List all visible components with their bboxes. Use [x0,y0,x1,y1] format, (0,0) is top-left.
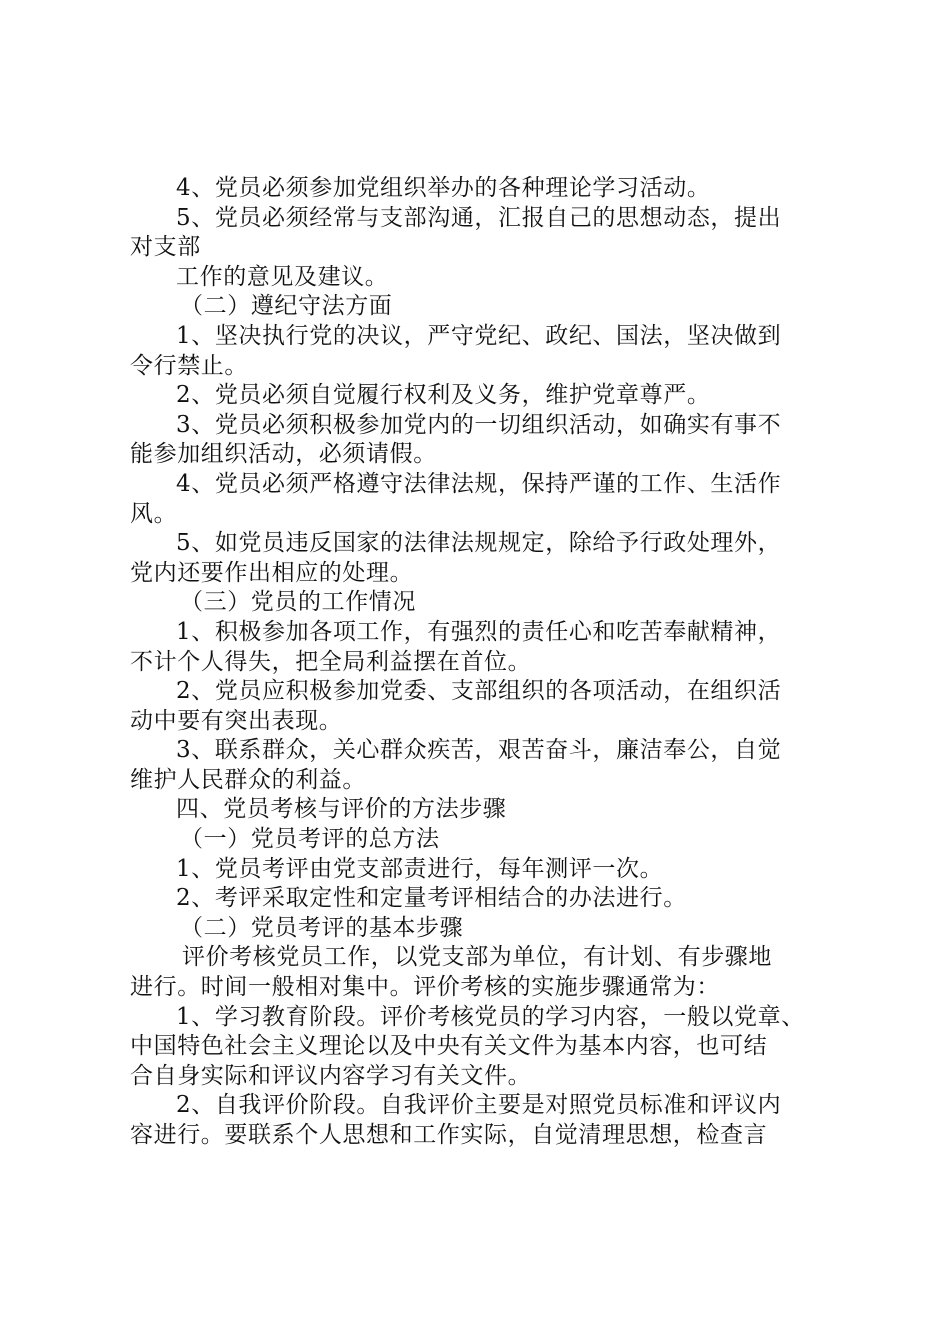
text-line: 4、党员必须参加党组织举办的各种理论学习活动。 [176,175,711,201]
text-line: 2、党员必须自觉履行权利及义务，维护党章尊严。 [176,382,711,409]
text-line: 进行。时间一般相对集中。评价考核的实施步骤通常为： [130,974,720,1001]
text-line: （三）党员的工作情况 [180,589,416,616]
text-line: （一）党员考评的总方法 [180,826,440,853]
text-line: 5、如党员违反国家的法律法规规定，除给予行政处理外， [176,530,782,557]
text-line: （二）遵纪守法方面 [180,293,393,320]
text-line: 对支部 [130,234,201,261]
text-line: 动中要有突出表现。 [130,707,343,734]
text-line: 2、自我评价阶段。自我评价主要是对照党员标准和评议内 [176,1092,782,1119]
text-line: 评价考核党员工作，以党支部为单位，有计划、有步骤地 [182,944,772,971]
text-line: 维护人民群众的利益。 [130,766,366,793]
text-line: （二）党员考评的基本步骤 [180,914,464,941]
text-line: 工作的意见及建议。 [176,263,389,290]
text-line: 能参加组织活动，必须请假。 [130,441,437,468]
document-body [130,174,830,1151]
text-line: 1、党员考评由党支部责进行，每年测评一次。 [176,855,664,882]
text-line: 合自身实际和评议内容学习有关文件。 [130,1062,532,1089]
text-line: 3、联系群众，关心群众疾苦，艰苦奋斗，廉洁奉公，自觉 [176,737,782,764]
text-line: 2、考评采取定性和定量考评相结合的办法进行。 [176,885,687,912]
text-line: 3、党员必须积极参加党内的一切组织活动，如确实有事不 [176,411,782,438]
text-line: 令行禁止。 [130,352,248,379]
text-line: 不计个人得失，把全局利益摆在首位。 [130,648,532,675]
text-line: 党内还要作出相应的处理。 [130,559,414,586]
text-line: 1、积极参加各项工作，有强烈的责任心和吃苦奉献精神， [176,618,782,645]
text-line: 容进行。要联系个人思想和工作实际，自觉清理思想，检查言 [130,1122,768,1148]
text-line: 中国特色社会主义理论以及中央有关文件为基本内容，也可结 [130,1033,768,1060]
text-line: 5、党员必须经常与支部沟通，汇报自己的思想动态，提出 [176,204,782,231]
text-line: 1、学习教育阶段。评价考核党员的学习内容，一般以党章、 [176,1003,805,1030]
text-line: 风。 [130,500,178,527]
text-line: 2、党员应积极参加党委、支部组织的各项活动，在组织活 [176,678,782,705]
text-line: 4、党员必须严格遵守法律法规，保持严谨的工作、生活作 [176,470,782,497]
text-line: 四、党员考核与评价的方法步骤 [176,796,507,823]
text-line: 1、坚决执行党的决议，严守党纪、政纪、国法，坚决做到 [176,322,782,349]
